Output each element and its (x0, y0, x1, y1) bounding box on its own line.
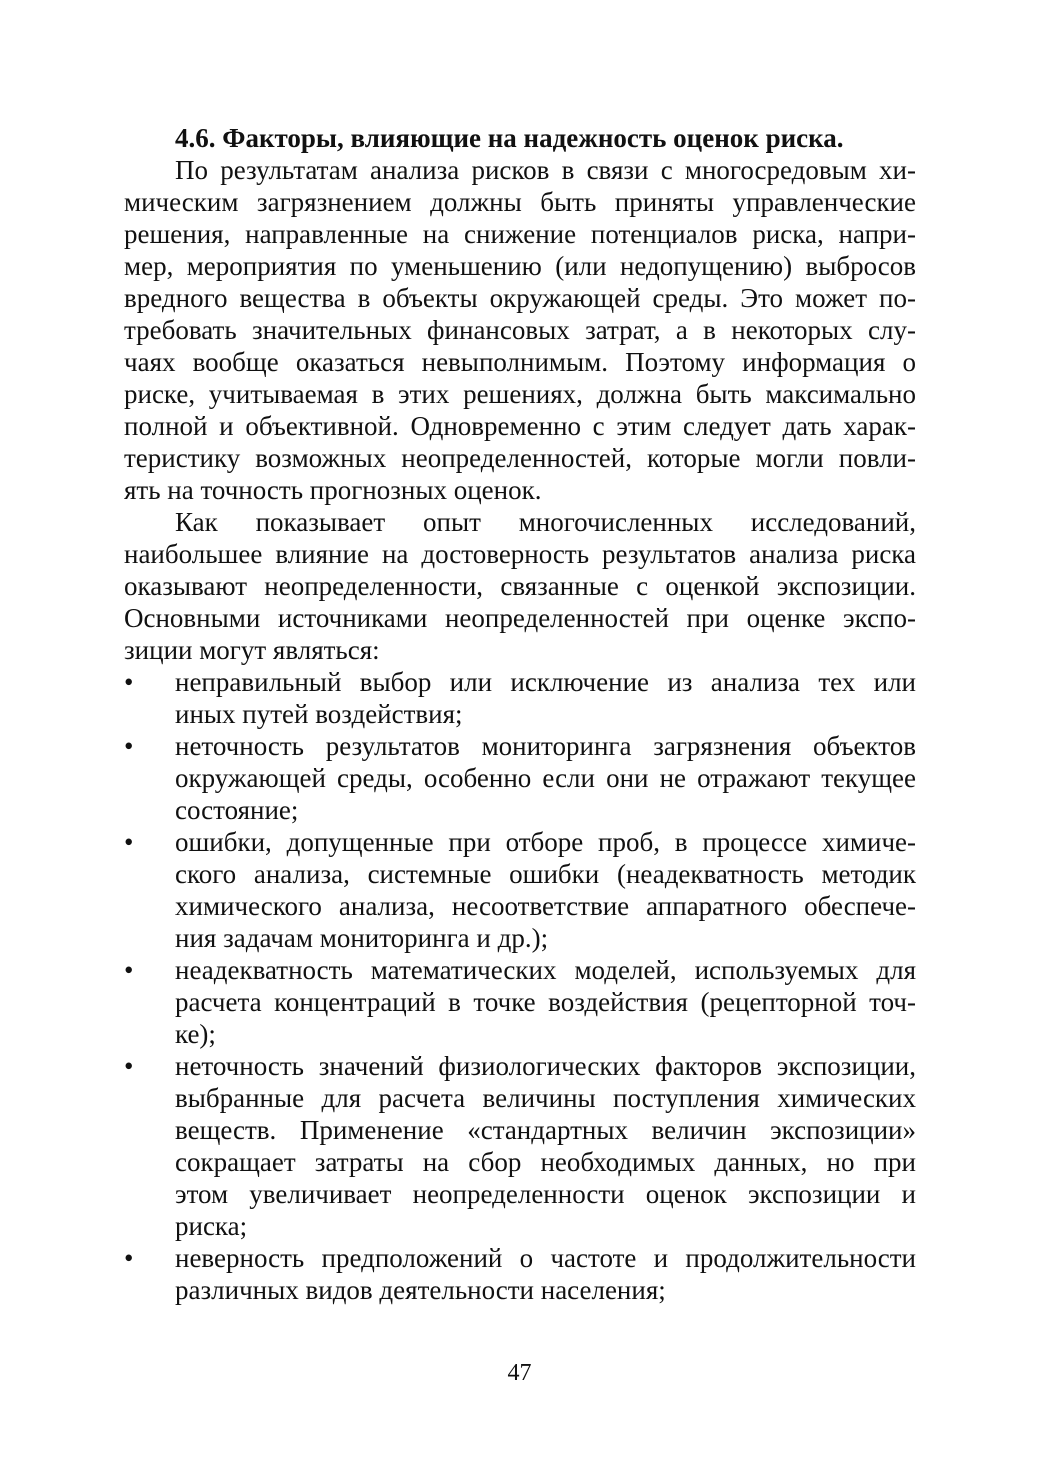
list-item-line: этом увеличивает неопределенности оценок экспозиции и (175, 1179, 916, 1209)
list-item-line: различных видов деятельности населения; (175, 1275, 666, 1305)
paragraph-line: риске, учитываемая в этих решениях, должна быть максимально (124, 379, 916, 409)
paragraph-line: ять на точность прогнозных оценок. (124, 475, 542, 505)
list-item-line: неточность результатов мониторинга загрязнения объектов (175, 731, 916, 761)
paragraph-line: полной и объективной. Одновременно с этим следует дать харак- (124, 411, 916, 441)
list-item-line: ского анализа, системные ошибки (неадекватность методик (175, 859, 916, 889)
paragraph-line: требовать значительных финансовых затрат, а в некоторых слу- (124, 315, 916, 345)
section-heading: 4.6. Факторы, влияющие на надежность оценок риска. (175, 123, 844, 153)
list-item-line: неадекватность математических моделей, используемых для (175, 955, 916, 985)
list-item-line: неверность предположений о частоте и продолжительности (175, 1243, 916, 1273)
bullet-icon: • (124, 955, 134, 985)
list-item-line: ке); (175, 1019, 216, 1049)
paragraph-line: теристику возможных неопределенностей, которые могли повли- (124, 443, 916, 473)
bullet-icon: • (124, 827, 134, 857)
paragraph-line: оказывают неопределенности, связанные с оценкой экспозиции. (124, 571, 916, 601)
list-item-line: состояние; (175, 795, 299, 825)
list-item-line: риска; (175, 1211, 248, 1241)
paragraph-line: вредного вещества в объекты окружающей среды. Это может по- (124, 283, 916, 313)
list-item-line: иных путей воздействия; (175, 699, 463, 729)
list-item (124, 954, 916, 1050)
list-item-line: веществ. Применение «стандартных величин экспозиции» (175, 1115, 916, 1145)
paragraph-line: чаях вообще оказаться невыполнимым. Поэтому информация о (124, 347, 916, 377)
list-item (124, 1242, 916, 1306)
bullet-icon: • (124, 731, 134, 761)
paragraph-line: зиции могут являться: (124, 635, 380, 665)
list-item-line: выбранные для расчета величины поступления химических (175, 1083, 916, 1113)
list-item-line: окружающей среды, особенно если они не отражают текущее (175, 763, 916, 793)
list-item-line: расчета концентраций в точке воздействия (рецепторной точ- (175, 987, 916, 1017)
bullet-icon: • (124, 1243, 134, 1273)
list-item-line: неправильный выбор или исключение из анализа тех или (175, 667, 916, 697)
bullet-list (124, 666, 916, 1306)
paragraph-line: Как показывает опыт многочисленных исследований, (175, 507, 916, 537)
list-item-line: неточность значений физиологических факторов экспозиции, (175, 1051, 916, 1081)
paragraph-line: Основными источниками неопределенностей при оценке экспо- (124, 603, 916, 633)
paragraph-2 (124, 506, 916, 666)
bullet-icon: • (124, 1051, 134, 1081)
paragraph-line: наибольшее влияние на достоверность результатов анализа риска (124, 539, 916, 569)
paragraph-1 (124, 154, 916, 506)
list-item (124, 826, 916, 954)
list-item-line: сокращает затраты на сбор необходимых данных, но при (175, 1147, 916, 1177)
list-item-line: химического анализа, несоответствие аппаратного обеспече- (175, 891, 916, 921)
paragraph-line: мер, мероприятия по уменьшению (или недопущению) выбросов (124, 251, 916, 281)
list-item-line: ошибки, допущенные при отборе проб, в процессе химиче- (175, 827, 916, 857)
paragraph-line: решения, направленные на снижение потенциалов риска, напри- (124, 219, 916, 249)
page-number: 47 (507, 1360, 532, 1386)
list-item-line: ния задачам мониторинга и др.); (175, 923, 549, 953)
list-item (124, 730, 916, 826)
document-page (124, 122, 916, 1306)
paragraph-line: По результатам анализа рисков в связи с многосредовым хи- (175, 155, 916, 185)
list-item (124, 1050, 916, 1242)
paragraph-line: мическим загрязнением должны быть приняты управленческие (124, 187, 916, 217)
list-item (124, 666, 916, 730)
bullet-icon: • (124, 667, 134, 697)
